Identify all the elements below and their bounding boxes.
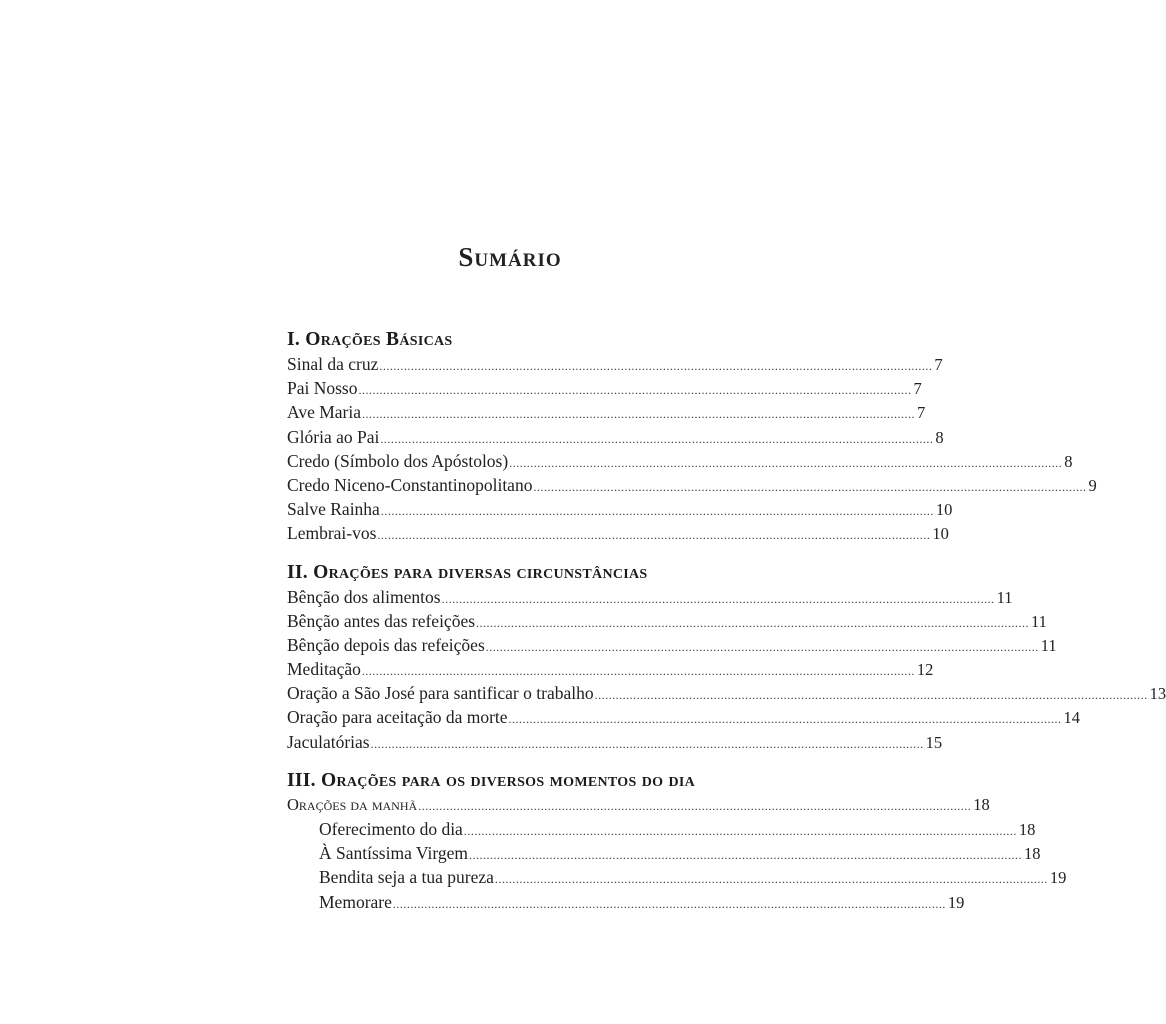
entry-page-number: 10	[935, 500, 953, 520]
entry-label: Oferecimento do dia	[319, 819, 463, 839]
toc-entry[interactable]	[287, 400, 926, 424]
toc-entry[interactable]	[287, 497, 953, 521]
toc-entry[interactable]	[287, 449, 1073, 473]
entry-page-number: 18	[1024, 844, 1041, 864]
toc-entry[interactable]	[287, 657, 934, 681]
toc-entry[interactable]	[287, 890, 965, 914]
dot-leader: ..............................................................................................................................................................	[370, 736, 924, 751]
dot-leader: ..............................................................................................................................................................	[379, 359, 933, 373]
toc-entry[interactable]	[287, 817, 1036, 841]
dot-leader: ..............................................................................................................................................................	[533, 479, 1087, 494]
entry-page-number: 12	[916, 660, 934, 680]
toc-section	[287, 768, 1067, 914]
entry-page-number: 11	[996, 587, 1013, 607]
toc-entry[interactable]	[287, 705, 1081, 729]
entry-page-number: 7	[913, 379, 922, 399]
entry-label: Oração para aceitação da morte	[287, 707, 508, 728]
toc-entry[interactable]	[287, 352, 943, 376]
entry-page-number: 9	[1088, 475, 1097, 495]
entry-label: Pai Nosso	[287, 378, 358, 399]
entry-label: Credo Niceno-Constantinopolitano	[287, 474, 533, 495]
toc-entry[interactable]	[287, 473, 1097, 497]
entry-page-number: 11	[1040, 635, 1057, 655]
dot-leader: ..............................................................................................................................................................	[508, 712, 1062, 727]
entry-label: Memorare	[319, 891, 392, 912]
entry-page-number: 14	[1063, 708, 1081, 728]
entry-label: Bendita seja a tua pureza	[319, 867, 494, 888]
entry-page-number: 11	[1031, 611, 1047, 631]
dot-leader: ..............................................................................................................................................................	[463, 824, 1017, 838]
dot-leader: ..............................................................................................................................................................	[509, 455, 1063, 470]
dot-leader: ..............................................................................................................................................................	[392, 896, 946, 911]
entry-label: Meditação	[287, 659, 361, 680]
entry-label: Jaculatórias	[287, 731, 370, 752]
dot-leader: ..............................................................................................................................................................	[358, 383, 912, 398]
toc-entry[interactable]	[287, 585, 1013, 609]
entry-page-number: 8	[935, 427, 944, 447]
entry-label: Bênção antes das refeições	[287, 610, 476, 631]
entry-page-number: 7	[917, 403, 926, 423]
entry-label: Lembrai-vos	[287, 523, 377, 544]
entry-label: Bênção depois das refeições	[287, 634, 485, 655]
table-of-contents	[287, 327, 1166, 928]
entry-label: Oração a São José para santificar o trabalho	[287, 683, 594, 704]
dot-leader: ..............................................................................................................................................................	[594, 688, 1148, 703]
entry-label: À Santíssima Virgem	[319, 843, 468, 864]
entry-label: Credo (Símbolo dos Apóstolos)	[287, 450, 509, 471]
section-heading: III. Orações para os diversos momentos do dia	[287, 769, 696, 791]
entry-label: Sinal da cruz	[287, 354, 379, 374]
entry-page-number: 13	[1149, 684, 1166, 704]
page-title: Sumário	[458, 242, 562, 272]
dot-leader: ..............................................................................................................................................................	[361, 664, 915, 679]
dot-leader: ..............................................................................................................................................................	[377, 528, 931, 543]
entry-label: Orações da manhã	[287, 794, 418, 814]
dot-leader: ..............................................................................................................................................................	[362, 407, 916, 422]
entry-label: Bênção dos alimentos	[287, 586, 441, 607]
toc-entry[interactable]	[287, 376, 922, 400]
entry-label: Glória ao Pai	[287, 426, 380, 447]
entry-page-number: 18	[1018, 820, 1036, 839]
entry-page-number: 10	[932, 524, 949, 544]
toc-entry[interactable]	[287, 681, 1166, 705]
section-heading: II. Orações para diversas circunstâncias	[287, 561, 648, 583]
toc-entry[interactable]	[287, 841, 1041, 865]
toc-entry[interactable]	[287, 633, 1057, 657]
section-heading: I. Orações Básicas	[287, 329, 453, 350]
entry-page-number: 18	[973, 794, 990, 814]
entry-page-number: 19	[947, 892, 965, 912]
toc-section	[287, 327, 1097, 546]
entry-page-number: 19	[1049, 868, 1067, 888]
dot-leader: ..............................................................................................................................................................	[418, 798, 972, 813]
toc-entry[interactable]	[287, 609, 1047, 633]
dot-leader: ..............................................................................................................................................................	[494, 872, 1048, 887]
entry-page-number: 15	[925, 732, 943, 752]
dot-leader: ..............................................................................................................................................................	[380, 504, 934, 519]
dot-leader: ..............................................................................................................................................................	[469, 848, 1022, 863]
dot-leader: ..............................................................................................................................................................	[380, 431, 934, 446]
entry-label: Ave Maria	[287, 402, 362, 423]
dot-leader: ..............................................................................................................................................................	[485, 639, 1039, 654]
entry-page-number: 7	[934, 355, 943, 374]
entry-page-number: 8	[1064, 451, 1073, 471]
toc-subheading-entry[interactable]	[287, 793, 990, 817]
entry-label: Salve Rainha	[287, 499, 380, 520]
dot-leader: ..............................................................................................................................................................	[441, 591, 995, 606]
toc-entry[interactable]	[287, 425, 944, 449]
toc-entry[interactable]	[287, 865, 1067, 889]
toc-entry[interactable]	[287, 521, 949, 545]
dot-leader: ..............................................................................................................................................................	[476, 615, 1030, 630]
toc-entry[interactable]	[287, 730, 943, 754]
toc-section	[287, 560, 1166, 754]
